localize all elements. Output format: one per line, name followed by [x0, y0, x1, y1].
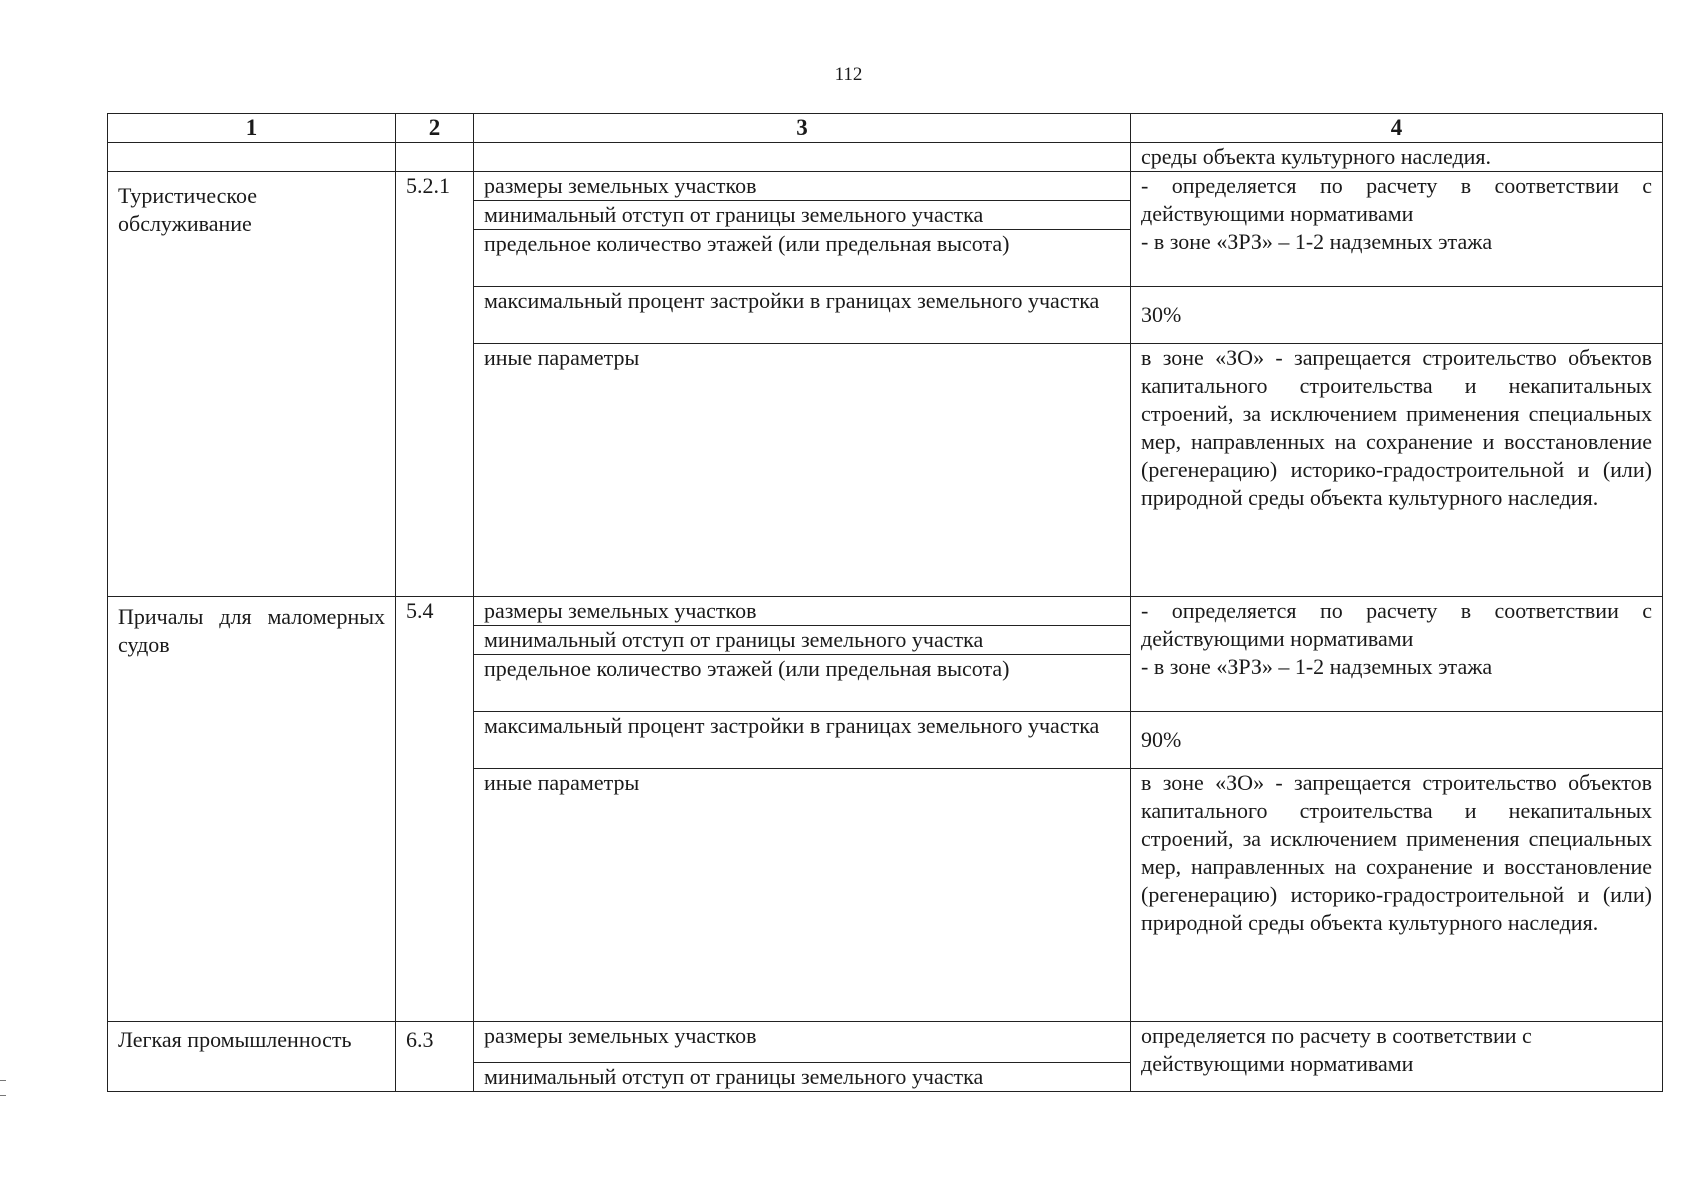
header-col-4: 4: [1131, 114, 1663, 143]
header-col-3: 3: [474, 114, 1131, 143]
use-type-name: Причалы для маломерных судов: [118, 604, 385, 657]
table-row: [108, 1022, 1663, 1063]
parameter-cell: предельное количество этажей (или предельная высота): [474, 655, 1131, 712]
value-cell: в зоне «ЗО» - запрещается строительство объектов капитального строительства и некапитальных строений, за исключением применения специальных мер, направленных на сохранение и восстановление (регенерацию) историко-градостроительной и (или) природной среды объекта культурного наследия.: [1131, 769, 1663, 1022]
empty-cell: [474, 143, 1131, 172]
empty-cell: [396, 143, 474, 172]
parameter-cell: иные параметры: [474, 769, 1131, 1022]
use-type-cell: [108, 172, 396, 597]
use-code-cell: [396, 1022, 474, 1092]
use-type-cell: [108, 597, 396, 1022]
use-type-name: Туристическое обслуживание: [118, 183, 258, 236]
parameter-cell: размеры земельных участков: [474, 1022, 1131, 1063]
value-cell: [1131, 172, 1663, 287]
use-code: 5.4: [406, 598, 434, 623]
header-col-2: 2: [396, 114, 474, 143]
table-header-row: [108, 114, 1663, 143]
table-row: [108, 172, 1663, 201]
value-line: - определяется по расчету в соответствии с действующими нормативами: [1141, 598, 1652, 651]
use-type-name: Легкая промышленность: [118, 1027, 352, 1052]
parameter-cell: максимальный процент застройки в границах земельного участка: [474, 712, 1131, 769]
value-line: - определяется по расчету в соответствии с действующими нормативами: [1141, 173, 1652, 226]
empty-cell: [108, 143, 396, 172]
use-code: 6.3: [406, 1027, 434, 1052]
value-cell: в зоне «ЗО» - запрещается строительство объектов капитального строительства и некапитальных строений, за исключением применения специальных мер, направленных на сохранение и восстановление (регенерацию) историко-градостроительной и (или) природной среды объекта культурного наследия.: [1131, 344, 1663, 597]
parameter-cell: максимальный процент застройки в границах земельного участка: [474, 287, 1131, 344]
parameter-cell: размеры земельных участков: [474, 172, 1131, 201]
page-number: 112: [834, 64, 863, 85]
table-row: [108, 143, 1663, 172]
value-line: - в зоне «ЗРЗ» – 1-2 надземных этажа: [1141, 654, 1493, 679]
parameter-cell: иные параметры: [474, 344, 1131, 597]
value-cell: 90%: [1131, 712, 1663, 769]
margin-mark: [0, 1080, 6, 1096]
parameter-cell: минимальный отступ от границы земельного участка: [474, 201, 1131, 230]
use-type-cell: [108, 1022, 396, 1092]
parameter-cell: минимальный отступ от границы земельного участка: [474, 1063, 1131, 1092]
use-code: 5.2.1: [406, 173, 450, 198]
use-code-cell: [396, 597, 474, 1022]
table-row: [108, 597, 1663, 626]
continuation-cell: среды объекта культурного наследия.: [1131, 143, 1663, 172]
value-line: - в зоне «ЗРЗ» – 1-2 надземных этажа: [1141, 229, 1493, 254]
value-cell: определяется по расчету в соответствии с действующими нормативами: [1131, 1022, 1663, 1092]
use-code-cell: [396, 172, 474, 597]
parameter-cell: минимальный отступ от границы земельного участка: [474, 626, 1131, 655]
zoning-parameters-table: [107, 113, 1663, 1092]
header-col-1: 1: [108, 114, 396, 143]
parameter-cell: размеры земельных участков: [474, 597, 1131, 626]
value-cell: 30%: [1131, 287, 1663, 344]
value-cell: [1131, 597, 1663, 712]
parameter-cell: предельное количество этажей (или предельная высота): [474, 230, 1131, 287]
